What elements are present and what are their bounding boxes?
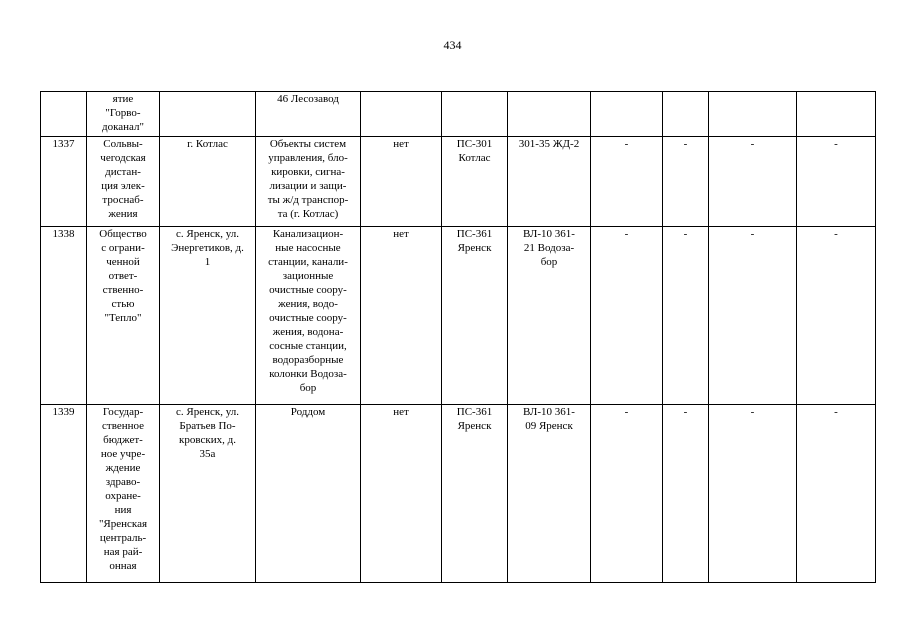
address-cell: с. Яренск, ул. Энергетиков, д. 1 [160, 227, 256, 405]
value-cell: - [591, 405, 663, 583]
value-cell: - [663, 405, 709, 583]
flag-cell [361, 92, 442, 137]
substation-cell: ПС-361 Яренск [442, 227, 508, 405]
table-row [41, 405, 876, 583]
table-row [41, 227, 876, 405]
table-row [41, 137, 876, 227]
object-cell: Роддом [256, 405, 361, 583]
organization-cell: ятие "Горво- доканал" [87, 92, 160, 137]
data-table [40, 91, 876, 583]
object-cell: Канализацион- ные насосные станции, канали- зационные очистные соору- жения, водо- очистные соору- жения, водона- сосные станции, водоразборные колонки Водоза- бор [256, 227, 361, 405]
substation-cell: ПС-361 Яренск [442, 405, 508, 583]
value-cell [797, 92, 876, 137]
value-cell: - [709, 137, 797, 227]
flag-cell: нет [361, 227, 442, 405]
page-number: 434 [443, 38, 462, 52]
value-cell: - [797, 405, 876, 583]
value-cell: - [709, 227, 797, 405]
row-number-cell: 1338 [41, 227, 87, 405]
value-cell: - [591, 137, 663, 227]
organization-cell: Общество с ограни- ченной ответ- ственно- стью "Тепло" [87, 227, 160, 405]
value-cell [663, 92, 709, 137]
substation-cell: ПС-301 Котлас [442, 137, 508, 227]
row-number-cell [41, 92, 87, 137]
line-cell: ВЛ-10 361- 21 Водоза- бор [508, 227, 591, 405]
line-cell: 301-35 ЖД-2 [508, 137, 591, 227]
row-number-cell: 1337 [41, 137, 87, 227]
substation-cell [442, 92, 508, 137]
object-cell: 46 Лесозавод [256, 92, 361, 137]
value-cell [709, 92, 797, 137]
value-cell: - [591, 227, 663, 405]
table-row [41, 92, 876, 137]
value-cell: - [663, 227, 709, 405]
address-cell: г. Котлас [160, 137, 256, 227]
organization-cell: Государ- ственное бюджет- ное учре- ждение здраво- охране- ния "Яренская централь- ная рай- онная [87, 405, 160, 583]
value-cell: - [797, 137, 876, 227]
row-number-cell: 1339 [41, 405, 87, 583]
organization-cell: Сольвы- чегодская дистан- ция элек- троснаб- жения [87, 137, 160, 227]
line-cell [508, 92, 591, 137]
address-cell [160, 92, 256, 137]
value-cell: - [709, 405, 797, 583]
flag-cell: нет [361, 405, 442, 583]
value-cell: - [663, 137, 709, 227]
line-cell: ВЛ-10 361- 09 Яренск [508, 405, 591, 583]
object-cell: Объекты систем управления, бло- кировки, сигна- лизации и защи- ты ж/д транспор- та (г. Котлас) [256, 137, 361, 227]
value-cell: - [797, 227, 876, 405]
value-cell [591, 92, 663, 137]
flag-cell: нет [361, 137, 442, 227]
address-cell: с. Яренск, ул. Братьев По- кровских, д. 35а [160, 405, 256, 583]
